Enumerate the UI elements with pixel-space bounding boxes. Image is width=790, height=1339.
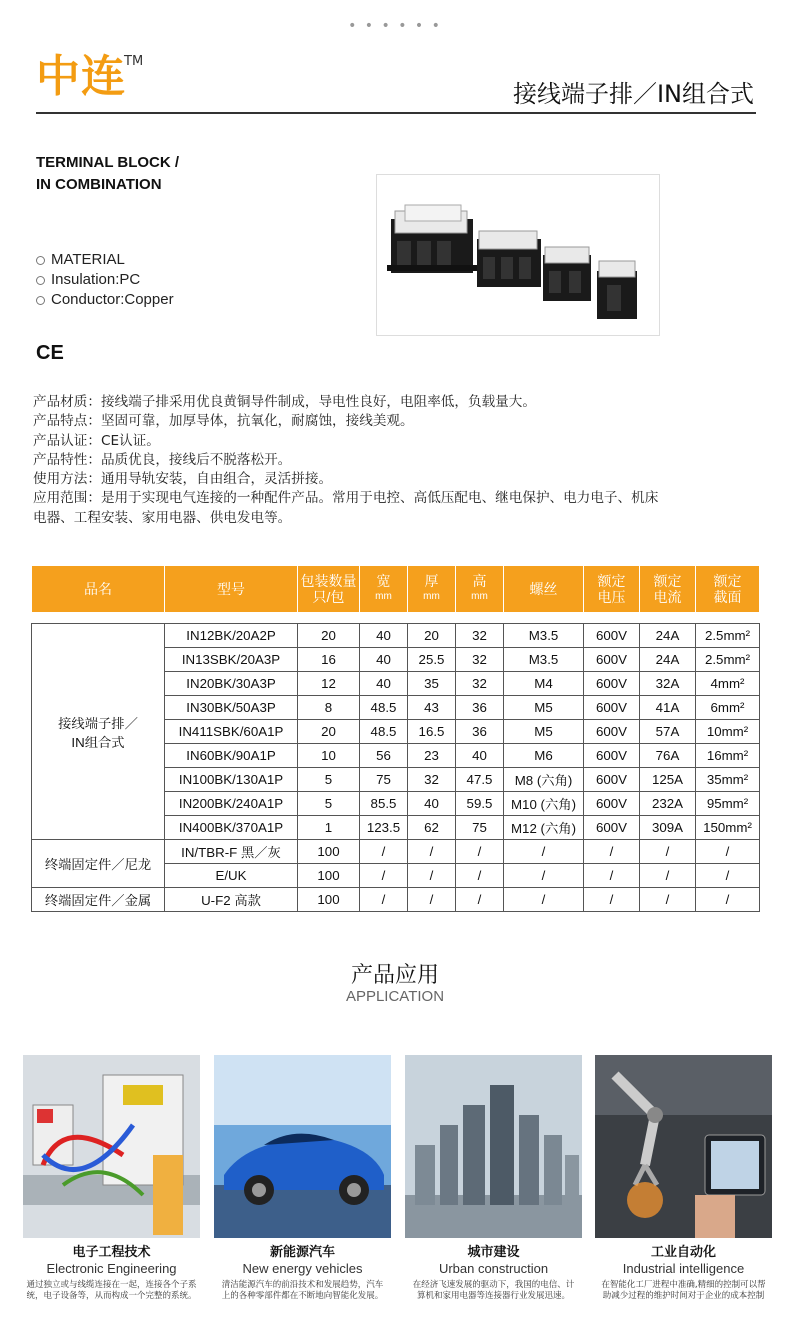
table-cell: /	[640, 864, 696, 888]
table-cell: IN100BK/130A1P	[165, 768, 298, 792]
bullet-icon	[36, 296, 45, 305]
table-cell: 600V	[584, 672, 640, 696]
table-cell: 40	[360, 624, 408, 648]
table-cell: 32	[456, 648, 504, 672]
table-cell: 36	[456, 696, 504, 720]
col-width: 宽 mm	[360, 566, 408, 613]
table-cell: /	[640, 840, 696, 864]
col-pack: 包装数量 只/包	[298, 566, 360, 613]
table-cell: 16.5	[408, 720, 456, 744]
table-cell: /	[504, 840, 584, 864]
table-cell: /	[408, 864, 456, 888]
col-voltage: 额定 电压	[584, 566, 640, 613]
terminal-block-medium	[477, 231, 541, 287]
table-cell: 95mm²	[696, 792, 760, 816]
table-cell: 32	[456, 672, 504, 696]
table-cell: 600V	[584, 768, 640, 792]
table-cell: 1	[298, 816, 360, 840]
table-cell: 43	[408, 696, 456, 720]
table-cell: 4mm²	[696, 672, 760, 696]
bullet-icon	[36, 276, 45, 285]
table-cell: 20	[298, 624, 360, 648]
table-header-row	[32, 566, 760, 613]
desc-line: 使用方法：通用导轨安装，自由组合，灵活拼接。	[33, 471, 333, 488]
table-cell: 600V	[584, 648, 640, 672]
table-cell: IN30BK/50A3P	[165, 696, 298, 720]
table-cell: M3.5	[504, 624, 584, 648]
table-cell: M5	[504, 720, 584, 744]
terminal-block-large	[387, 205, 479, 273]
col-thick: 厚 mm	[408, 566, 456, 613]
table-cell: 40	[360, 672, 408, 696]
table-cell: 600V	[584, 720, 640, 744]
table-cell: IN20BK/30A3P	[165, 672, 298, 696]
table-cell: /	[408, 888, 456, 912]
card-desc: 在经济飞速发展的驱动下，我国的电信、计 算机和家用电器等连接器行业发展迅速。	[412, 1280, 575, 1301]
card-desc: 清洁能源汽车的前沿技术和发展趋势，汽车 上的各种零部件都在不断地向智能化发展。	[221, 1280, 384, 1301]
product-group-name: 终端固定件／金属	[32, 888, 165, 912]
table-cell: /	[504, 864, 584, 888]
table-cell: /	[456, 864, 504, 888]
table-cell: IN411SBK/60A1P	[165, 720, 298, 744]
table-cell: 32	[408, 768, 456, 792]
material-item	[36, 270, 174, 290]
desc-line: 产品特点：坚固可靠，加厚导体，抗氧化，耐腐蚀，接线美观。	[33, 413, 414, 430]
table-cell: 6mm²	[696, 696, 760, 720]
table-cell: 8	[298, 696, 360, 720]
table-cell: 47.5	[456, 768, 504, 792]
table-cell: 75	[456, 816, 504, 840]
table-cell: M3.5	[504, 648, 584, 672]
table-cell: M12 (六角)	[504, 816, 584, 840]
table-cell: /	[584, 864, 640, 888]
electronic-image	[23, 1055, 200, 1238]
table-cell: 16mm²	[696, 744, 760, 768]
table-cell: 5	[298, 792, 360, 816]
col-screw: 螺丝	[504, 566, 584, 613]
table-cell: /	[584, 888, 640, 912]
material-label: MATERIAL	[51, 251, 125, 268]
table-cell: 600V	[584, 696, 640, 720]
desc-line: 产品特性：品质优良，接线后不脱落松开。	[33, 451, 292, 468]
vehicle-image	[214, 1055, 391, 1238]
col-section: 额定 截面	[696, 566, 760, 613]
table-cell: 600V	[584, 792, 640, 816]
table-cell: 62	[408, 816, 456, 840]
table-cell: 24A	[640, 648, 696, 672]
bullet-icon	[36, 256, 45, 265]
trademark-mark: TM	[124, 54, 144, 69]
title-line-2: IN COMBINATION	[36, 176, 162, 193]
material-item	[36, 250, 174, 270]
app-card-vehicle	[214, 1055, 391, 1302]
material-item	[36, 290, 174, 310]
table-cell: /	[408, 840, 456, 864]
table-cell: 16	[298, 648, 360, 672]
top-dots: • • • • • •	[348, 18, 442, 34]
page-title: 接线端子排／IN组合式	[512, 80, 754, 108]
table-cell: 41A	[640, 696, 696, 720]
table-cell: 75	[360, 768, 408, 792]
terminal-block-small	[543, 247, 591, 301]
table-row	[32, 840, 760, 864]
col-name: 品名	[32, 566, 165, 613]
table-cell: 125A	[640, 768, 696, 792]
table-cell: 2.5mm²	[696, 648, 760, 672]
table-cell: 85.5	[360, 792, 408, 816]
table-cell: IN12BK/20A2P	[165, 624, 298, 648]
table-cell: /	[696, 864, 760, 888]
card-title-zh: 城市建设	[467, 1245, 520, 1260]
table-cell: 24A	[640, 624, 696, 648]
table-cell: M5	[504, 696, 584, 720]
product-group-name: 接线端子排／ IN组合式	[32, 624, 165, 840]
desc-line: 电器、工程安装、家用电器、供电发电等。	[33, 509, 292, 526]
desc-line: 产品认证：CE认证。	[33, 432, 160, 449]
city-image	[405, 1055, 582, 1238]
table-cell: 57A	[640, 720, 696, 744]
table-cell: 232A	[640, 792, 696, 816]
table-cell: 23	[408, 744, 456, 768]
table-cell: 32	[456, 624, 504, 648]
card-title-en: Electronic Engineering	[46, 1261, 177, 1276]
table-cell: /	[360, 888, 408, 912]
table-cell: 309A	[640, 816, 696, 840]
table-cell: 25.5	[408, 648, 456, 672]
table-cell: 56	[360, 744, 408, 768]
table-cell: IN400BK/370A1P	[165, 816, 298, 840]
card-title-zh: 电子工程技术	[72, 1245, 151, 1260]
table-cell: 40	[456, 744, 504, 768]
brand-logo: 中连	[36, 51, 126, 102]
table-cell: 40	[408, 792, 456, 816]
table-cell: 48.5	[360, 696, 408, 720]
table-cell: M8 (六角)	[504, 768, 584, 792]
industrial-image	[595, 1055, 772, 1238]
table-cell: 123.5	[360, 816, 408, 840]
table-cell: /	[456, 840, 504, 864]
material-list	[36, 250, 174, 310]
table-cell: /	[360, 864, 408, 888]
table-cell: 10mm²	[696, 720, 760, 744]
table-cell: /	[696, 840, 760, 864]
table-cell: 10	[298, 744, 360, 768]
table-cell: 600V	[584, 624, 640, 648]
table-cell: /	[696, 888, 760, 912]
table-cell: /	[456, 888, 504, 912]
material-label: Insulation:PC	[51, 271, 141, 288]
material-label: Conductor:Copper	[51, 291, 174, 308]
col-current: 额定 电流	[640, 566, 696, 613]
application-subtitle: APPLICATION	[345, 988, 445, 1005]
table-cell: 20	[298, 720, 360, 744]
table-cell: IN/TBR-F 黑／灰	[165, 840, 298, 864]
table-cell: 600V	[584, 744, 640, 768]
table-cell: IN60BK/90A1P	[165, 744, 298, 768]
header-divider	[36, 112, 756, 114]
title-line-1: TERMINAL BLOCK /	[36, 154, 180, 171]
card-title-zh: 新能源汽车	[269, 1245, 335, 1260]
table-cell: 40	[360, 648, 408, 672]
table-cell: 5	[298, 768, 360, 792]
table-cell: 20	[408, 624, 456, 648]
card-title-en: Urban construction	[438, 1261, 549, 1276]
app-card-industrial	[595, 1055, 772, 1302]
product-group-name: 终端固定件／尼龙	[32, 840, 165, 888]
card-title-en: New energy vehicles	[242, 1261, 363, 1276]
table-cell: 32A	[640, 672, 696, 696]
col-height: 高 mm	[456, 566, 504, 613]
spec-table	[31, 565, 760, 912]
table-cell: IN200BK/240A1P	[165, 792, 298, 816]
desc-line: 应用范围：是用于实现电气连接的一种配件产品。常用于电控、高低压配电、继电保护、电力电子、机床	[33, 490, 659, 507]
table-cell: /	[640, 888, 696, 912]
ce-mark-icon: CE	[36, 342, 64, 364]
table-row	[32, 888, 760, 912]
col-model: 型号	[165, 566, 298, 613]
table-cell: M6	[504, 744, 584, 768]
table-cell: 150mm²	[696, 816, 760, 840]
table-cell: 35mm²	[696, 768, 760, 792]
table-cell: E/UK	[165, 864, 298, 888]
product-english-title	[36, 152, 179, 196]
app-card-urban	[405, 1055, 582, 1302]
table-cell: /	[504, 888, 584, 912]
card-title-zh: 工业自动化	[650, 1245, 716, 1260]
table-cell: 12	[298, 672, 360, 696]
table-cell: IN13SBK/20A3P	[165, 648, 298, 672]
table-cell: 76A	[640, 744, 696, 768]
table-cell: 36	[456, 720, 504, 744]
table-cell: 59.5	[456, 792, 504, 816]
table-cell: 100	[298, 888, 360, 912]
table-cell: M4	[504, 672, 584, 696]
table-cell: 100	[298, 864, 360, 888]
card-desc: 在智能化工厂进程中准确,精细的控制可以帮 助减少过程的维护时间对于企业的成本控制	[601, 1280, 766, 1301]
table-cell: /	[584, 840, 640, 864]
application-title: 产品应用	[350, 963, 439, 988]
table-cell: 100	[298, 840, 360, 864]
product-photo	[376, 174, 660, 336]
table-cell: 600V	[584, 816, 640, 840]
card-title-en: Industrial intelligence	[622, 1261, 745, 1276]
table-row	[32, 624, 760, 648]
table-cell: M10 (六角)	[504, 792, 584, 816]
table-cell: U-F2 高款	[165, 888, 298, 912]
table-cell: /	[360, 840, 408, 864]
table-cell: 35	[408, 672, 456, 696]
terminal-block-single	[597, 261, 637, 319]
table-cell: 2.5mm²	[696, 624, 760, 648]
table-cell: 48.5	[360, 720, 408, 744]
card-desc: 通过独立或与线缆连接在一起，连接各个子系 统，电子设备等，从而构成一个完整的系统。	[26, 1280, 197, 1301]
desc-line: 产品材质：接线端子排采用优良黄铜导件制成，导电性良好，电阻率低，负载量大。	[33, 394, 536, 410]
product-description	[33, 393, 757, 528]
app-card-electronic	[23, 1055, 200, 1302]
